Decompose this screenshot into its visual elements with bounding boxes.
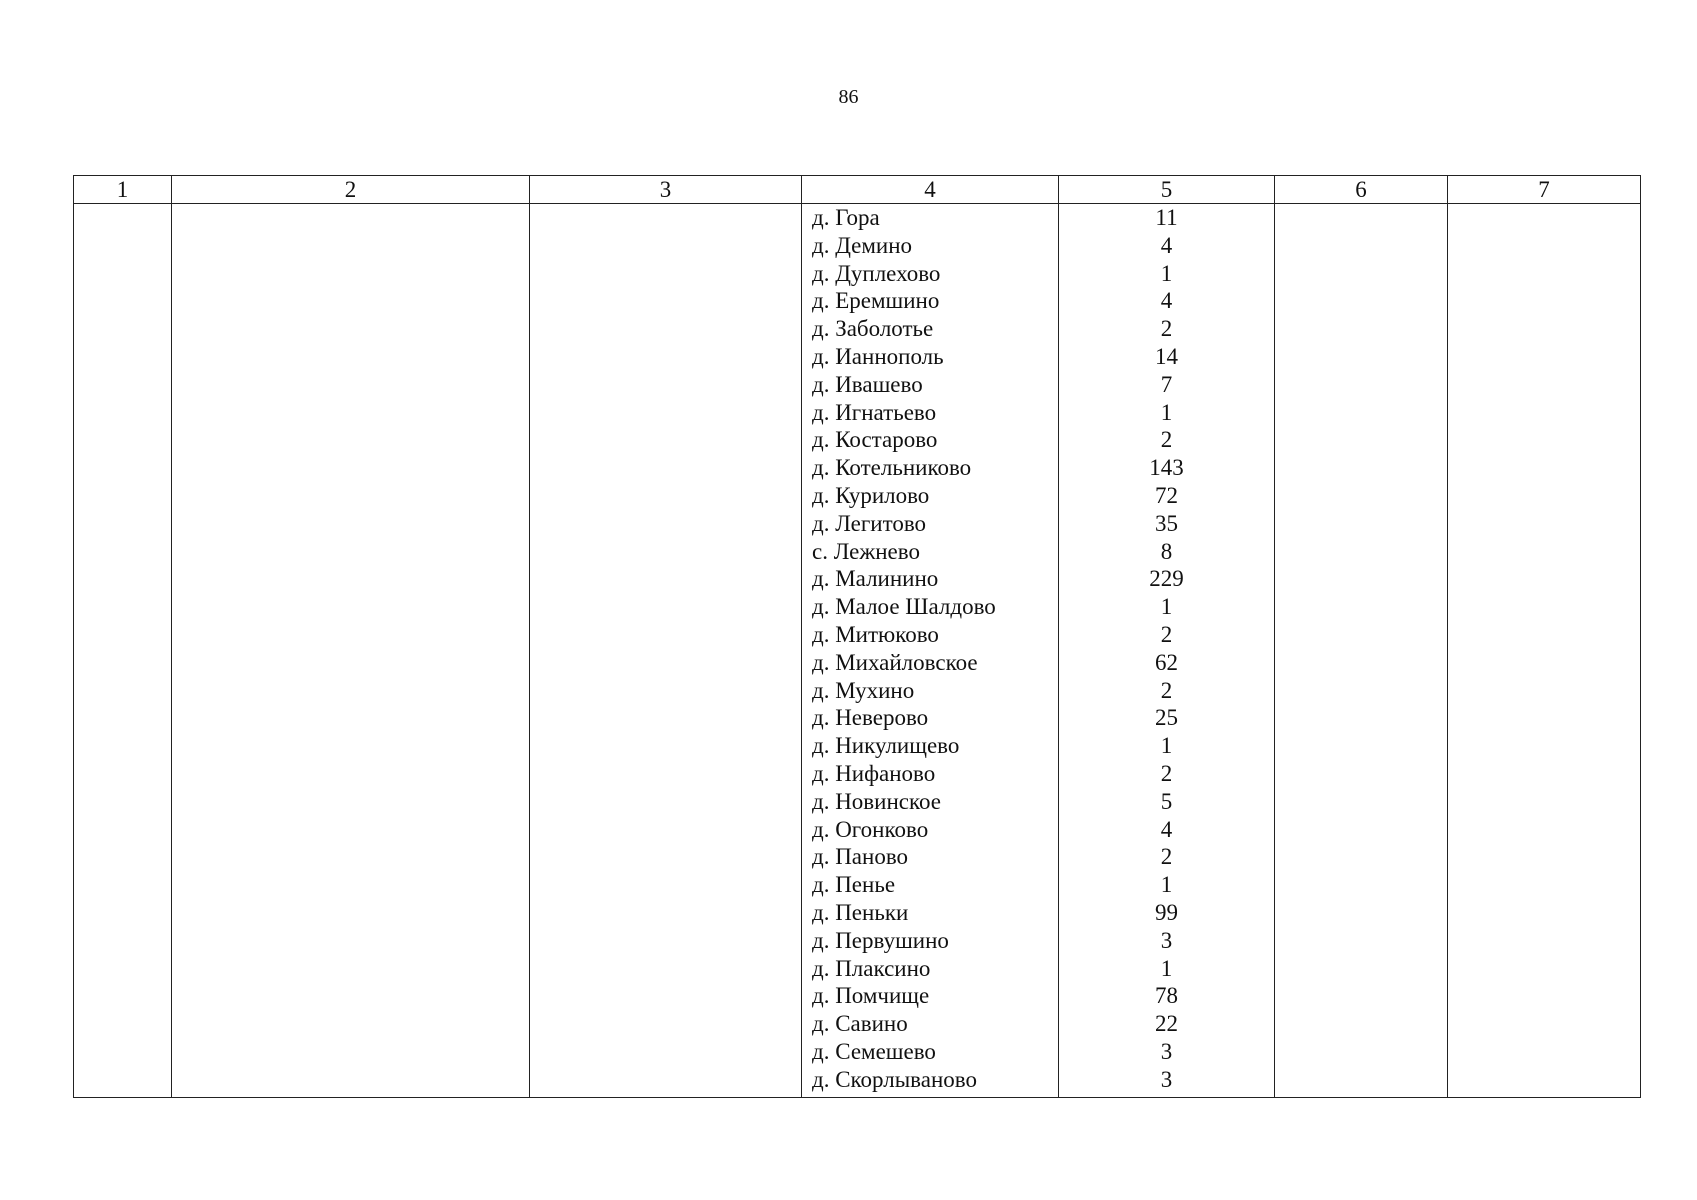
settlement-count: 8 xyxy=(1160,538,1173,564)
settlement-count: 229 xyxy=(1149,566,1184,592)
settlement-name: д. Курилово xyxy=(812,482,930,508)
settlement-name: д. Новинское xyxy=(812,788,941,814)
settlement-count: 35 xyxy=(1155,510,1178,536)
column-header-6: 6 xyxy=(1275,176,1448,204)
column-6-cell xyxy=(1275,204,1448,1098)
column-4-cell xyxy=(802,204,1059,1098)
settlement-name: д. Семешево xyxy=(812,1038,936,1064)
settlement-name: д. Паново xyxy=(812,844,909,870)
settlement-name: д. Помчище xyxy=(812,983,930,1009)
column-7-cell xyxy=(1448,204,1641,1098)
settlement-count: 143 xyxy=(1149,455,1184,481)
column-header-2: 2 xyxy=(172,176,530,204)
settlement-name: д. Плаксино xyxy=(812,955,931,981)
settlement-count: 78 xyxy=(1155,983,1178,1009)
settlement-count: 2 xyxy=(1160,760,1173,786)
settlement-count: 1 xyxy=(1160,260,1173,286)
column-1-cell xyxy=(74,204,172,1098)
settlement-count: 1 xyxy=(1160,872,1173,898)
settlement-count: 72 xyxy=(1155,482,1178,508)
column-header-1: 1 xyxy=(74,176,172,204)
settlement-name: д. Демино xyxy=(812,232,913,258)
column-header-5: 5 xyxy=(1059,176,1275,204)
settlement-name: д. Мухино xyxy=(812,677,915,703)
column-header-4: 4 xyxy=(802,176,1059,204)
settlement-counts-list xyxy=(1059,204,1274,1094)
settlement-count: 62 xyxy=(1155,649,1178,675)
settlement-count: 4 xyxy=(1160,232,1173,258)
settlement-name: д. Ианнополь xyxy=(812,343,944,369)
settlement-name: д. Савино xyxy=(812,1011,908,1037)
settlement-name: д. Митюково xyxy=(812,621,939,647)
settlement-count: 4 xyxy=(1160,816,1173,842)
settlement-name: д. Михайловское xyxy=(812,649,978,675)
settlement-count: 3 xyxy=(1160,1038,1173,1064)
settlement-count: 4 xyxy=(1160,288,1173,314)
settlement-name: д. Скорлываново xyxy=(812,1066,977,1092)
settlement-name: д. Малинино xyxy=(812,566,939,592)
column-2-cell xyxy=(172,204,530,1098)
settlement-name: д. Игнатьево xyxy=(812,399,937,425)
settlement-count: 5 xyxy=(1160,788,1173,814)
settlement-name: д. Котельниково xyxy=(812,455,972,481)
settlement-count: 2 xyxy=(1160,621,1173,647)
settlement-name: д. Первушино xyxy=(812,927,949,953)
settlement-name: д. Гора xyxy=(812,205,880,230)
table-body-row xyxy=(74,204,1641,1098)
settlement-name: д. Костарово xyxy=(812,427,938,453)
settlement-count: 11 xyxy=(1155,205,1178,230)
settlement-name: с. Лежнево xyxy=(812,538,920,564)
settlement-names-list xyxy=(802,204,1058,1094)
column-5-cell xyxy=(1059,204,1275,1098)
column-header-7: 7 xyxy=(1448,176,1641,204)
settlement-name: д. Нифаново xyxy=(812,760,936,786)
settlement-count: 2 xyxy=(1160,427,1173,453)
settlement-name: д. Никулищево xyxy=(812,733,960,759)
settlement-name: д. Ивашево xyxy=(812,371,923,397)
settlement-count: 1 xyxy=(1160,955,1173,981)
settlement-count: 2 xyxy=(1160,844,1173,870)
settlement-count: 22 xyxy=(1155,1011,1178,1037)
page-number xyxy=(0,86,1697,108)
settlement-count: 2 xyxy=(1160,677,1173,703)
settlement-name: д. Огонково xyxy=(812,816,929,842)
settlement-name: д. Дуплехово xyxy=(812,260,941,286)
table-header-row xyxy=(74,176,1641,204)
settlement-count: 7 xyxy=(1160,371,1173,397)
settlement-count: 25 xyxy=(1155,705,1178,731)
settlement-name: д. Пенье xyxy=(812,872,896,898)
settlement-count: 1 xyxy=(1160,594,1173,620)
settlement-count: 3 xyxy=(1160,1066,1173,1092)
settlement-name: д. Легитово xyxy=(812,510,927,536)
settlement-count: 1 xyxy=(1160,733,1173,759)
page-number-text: 86 xyxy=(838,86,859,108)
settlement-count: 3 xyxy=(1160,927,1173,953)
settlement-count: 1 xyxy=(1160,399,1173,425)
settlement-count: 14 xyxy=(1155,343,1178,369)
settlement-name: д. Еремшино xyxy=(812,288,940,314)
settlement-name: д. Неверово xyxy=(812,705,929,731)
settlements-table xyxy=(73,175,1641,1098)
settlement-count: 2 xyxy=(1160,316,1173,342)
settlement-name: д. Малое Шалдово xyxy=(812,594,996,620)
column-3-cell xyxy=(530,204,802,1098)
settlement-count: 99 xyxy=(1155,899,1178,925)
settlement-name: д. Заболотье xyxy=(812,316,934,342)
column-header-3: 3 xyxy=(530,176,802,204)
settlement-name: д. Пеньки xyxy=(812,899,909,925)
